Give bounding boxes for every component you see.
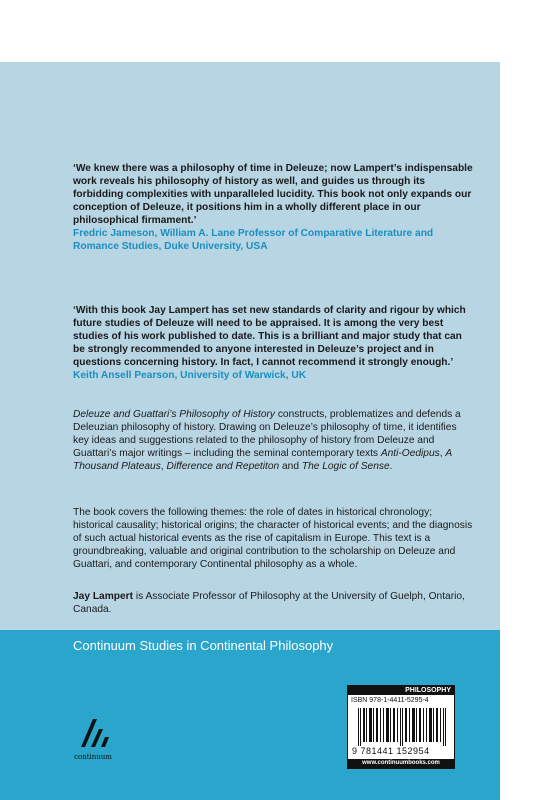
work-difference-repetition: Difference and Repetiton	[166, 461, 280, 472]
themes-paragraph	[73, 506, 473, 571]
series-title: Continuum Studies in Continental Philosophy	[73, 638, 334, 653]
spine-edge	[500, 62, 533, 800]
period: .	[389, 461, 393, 472]
publisher-website: www.continuumbooks.com	[348, 759, 454, 768]
author-name: Jay Lampert	[73, 591, 134, 602]
quote-2-attribution: Keith Ansell Pearson, University of Warwick, UK	[73, 370, 307, 381]
description-part-1: constructs, problematizes and defends a Deleuzian philosophy of history. Drawing on Deleuze’s philosophy of time, it identifies key ideas and suggestions related to the philosophy of history from Deleuze and Guattari’s major writings – including the seminal contemporary texts	[73, 409, 461, 459]
quote-1-attribution: Fredric Jameson, William A. Lane Professor of Comparative Literature and Romance Studies, Duke University, USA	[73, 228, 434, 252]
author-bio-text: is Associate Professor of Philosophy at the University of Guelph, Ontario, Canada.	[73, 591, 465, 615]
quote-block-1	[73, 162, 473, 253]
quote-2-text: ‘With this book Jay Lampert has set new standards of clarity and rigour by which future studies of Deleuze will need to be appraised. It is among the very best studies of his work published to date. This is a brilliant and major study that can be strongly recommended to anyone interested in Deleuze’s project and in questions concerning history. In fact, I cannot recommend it strongly enough.’	[73, 305, 466, 368]
quote-block-2	[73, 304, 473, 382]
barcode-box	[347, 685, 455, 769]
themes-text: The book covers the following themes: the role of dates in historical chronology; historical causality; historical origins; the character of historical events; and the diagnosis of such actual historical events as the rise of capitalism in Europe. This text is a groundbreaking, valuable and original contribution to the scholarship on Deleuze and Guattari, and contemporary Continental philosophy as a whole.	[73, 507, 473, 570]
book-title: Deleuze and Guattari’s Philosophy of History	[73, 409, 275, 420]
work-anti-oedipus: Anti-Oedipus	[380, 448, 440, 459]
description-paragraph	[73, 408, 473, 473]
quote-1-text: ‘We knew there was a philosophy of time in Deleuze; now Lampert’s indispensable work reveals his philosophy of history as well, and guides us through its forbidding complexities with unparalleled lucidity. This book not only expands our conception of Deleuze, it positions him in a wholly different place in our philosophical firmament.’	[73, 163, 473, 226]
category-label: PHILOSOPHY	[348, 686, 454, 695]
barcode-digits: 9 781441 152954	[352, 746, 430, 756]
separator: ,	[439, 448, 446, 459]
isbn-text: ISBN 978-1-4411-5295-4	[351, 697, 429, 704]
work-logic-of-sense: The Logic of Sense	[301, 461, 390, 472]
separator: ,	[160, 461, 167, 472]
barcode-icon	[356, 708, 448, 746]
continuum-logo-icon	[73, 715, 113, 763]
separator: and	[279, 461, 302, 472]
continuum-logo	[73, 715, 113, 763]
author-bio	[73, 590, 473, 616]
publisher-name: continuum	[74, 753, 112, 761]
work-thousand-plateaus: A Thousand Plateaus	[73, 448, 452, 472]
